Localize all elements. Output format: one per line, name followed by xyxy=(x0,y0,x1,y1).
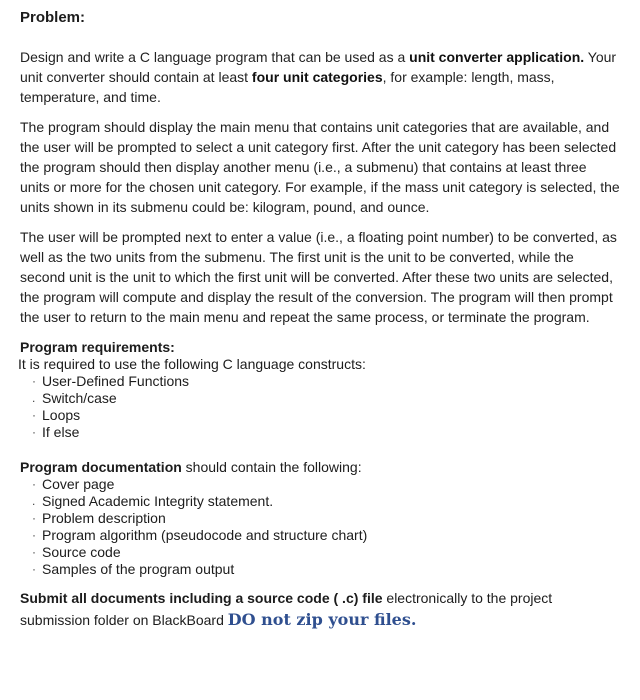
list-item-label: Loops xyxy=(42,407,81,423)
documentation-list xyxy=(20,476,620,578)
intro-paragraph xyxy=(20,47,620,107)
list-item xyxy=(32,407,620,424)
bullet: · xyxy=(32,562,36,576)
intro-text-1: Design and write a C language program that can be used as a xyxy=(20,49,410,65)
bullet: · xyxy=(32,528,36,542)
requirements-list xyxy=(20,373,620,441)
bullet: . xyxy=(32,494,36,508)
list-item-label: Source code xyxy=(42,544,121,560)
requirements-intro: It is required to use the following C language constructs: xyxy=(18,356,366,372)
list-item xyxy=(32,424,620,441)
conversion-paragraph: The user will be prompted next to enter a value (i.e., a floating point number) to be converted, as well as the two units from the submenu. The first unit is the unit to be converted, while the second unit is the unit to which the first unit will be converted. After these two units are selected, the program will compute and display the result of the conversion. The program will then prompt the user to return to the main menu and repeat the same process, or terminate the program. xyxy=(20,229,617,325)
list-item xyxy=(32,476,620,493)
list-item xyxy=(32,373,620,390)
bullet: · xyxy=(32,374,36,388)
intro-text-2: Your unit converter should contain at least xyxy=(20,49,617,85)
documentation-title: Program documentation xyxy=(20,459,182,475)
list-item-label: Signed Academic Integrity statement. xyxy=(42,493,274,509)
submission-instructions xyxy=(20,588,620,631)
intro-text-3: , for example: length, mass, temperature, and time. xyxy=(20,69,555,105)
list-item xyxy=(32,544,620,561)
documentation-intro: should contain the following: xyxy=(181,459,362,475)
submit-bold-text: Submit all documents including a source code ( .c) file xyxy=(20,590,383,606)
list-item-label: If else xyxy=(42,424,80,440)
bullet: · xyxy=(32,545,36,559)
do-not-zip-note: DO not zip your files. xyxy=(227,610,417,629)
bullet: · xyxy=(32,511,36,525)
requirements-section xyxy=(20,339,620,441)
requirements-title: Program requirements: xyxy=(20,339,175,355)
bullet: · xyxy=(32,408,36,422)
bullet: . xyxy=(32,391,36,405)
bullet: · xyxy=(32,477,36,491)
list-item-label: Problem description xyxy=(42,510,166,526)
list-item xyxy=(32,561,620,578)
documentation-section xyxy=(20,459,620,578)
bullet: · xyxy=(32,425,36,439)
document-page xyxy=(20,8,620,631)
menu-paragraph: The program should display the main menu that contains unit categories that are available, and the user will be prompted to select a unit category first. After the unit category has been selected the program should then display another menu (i.e., a submenu) that contains at least three units or more for the chosen unit category. For example, if the mass unit category is selected, the units shown in its submenu could be: kilogram, pound, and ounce. xyxy=(20,119,620,215)
list-item xyxy=(32,390,620,407)
documentation-heading xyxy=(20,459,620,476)
list-item xyxy=(32,527,620,544)
list-item xyxy=(32,493,620,510)
list-item xyxy=(32,510,620,527)
list-item-label: User-Defined Functions xyxy=(42,373,190,389)
problem-heading: Problem: xyxy=(20,9,86,26)
list-item-label: Cover page xyxy=(42,476,115,492)
submit-text: electronically to the project submission folder on BlackBoard xyxy=(20,590,553,628)
list-item-label: Switch/case xyxy=(42,390,117,406)
intro-bold-unit-converter: unit converter application. xyxy=(409,49,585,65)
intro-bold-four-categories: four unit categories xyxy=(251,69,383,85)
list-item-label: Program algorithm (pseudocode and structure chart) xyxy=(42,527,368,543)
list-item-label: Samples of the program output xyxy=(42,561,235,577)
